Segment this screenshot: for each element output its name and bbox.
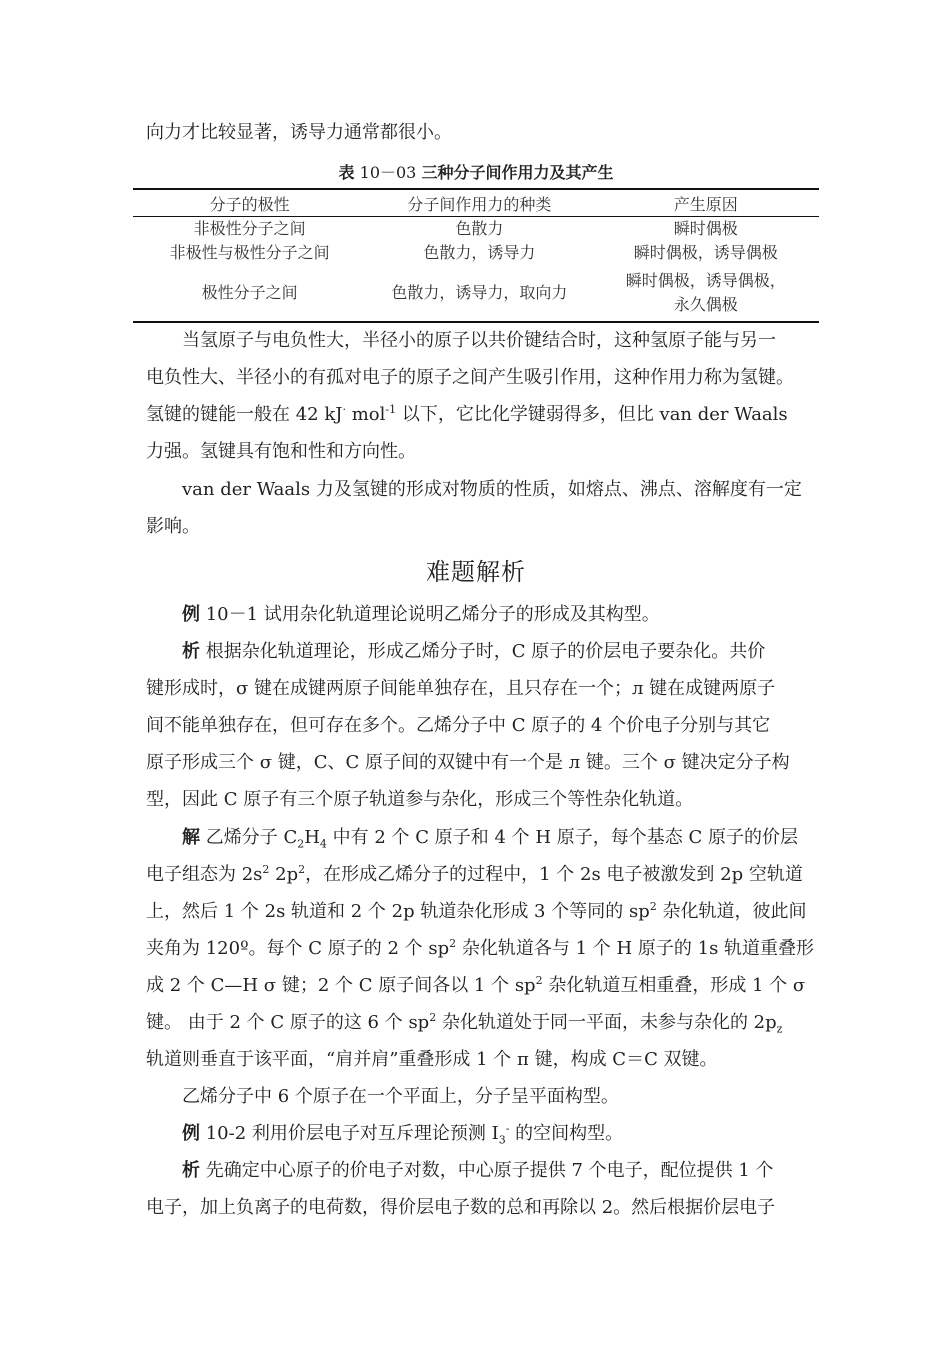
paragraph-line — [146, 396, 811, 433]
analysis-2-paragraph — [146, 1152, 811, 1226]
text-run: 夹角为 120º。每个 C 原子的 2 个 sp — [146, 938, 450, 959]
table-cell-line: 永久偶极 — [673, 295, 738, 314]
paragraph-line: 电负性大、半径小的有孤对电子的原子之间产生吸引作用，这种作用力称为氢键。 — [146, 367, 794, 388]
superscript: 2 — [262, 863, 270, 876]
intro-line: 向力才比较显著，诱导力通常都很小。 — [146, 122, 452, 143]
text-run: 2p — [269, 864, 299, 885]
text-run: ，在形成乙烯分子的过程中，1 个 2s 电子被激发到 2p 空轨道 — [305, 864, 803, 885]
superscript: 2 — [298, 863, 306, 876]
text-run: 电子组态为 2s — [146, 864, 263, 885]
text-run: 10-2 利用价层电子对互斥理论预测 I — [200, 1123, 499, 1144]
vdw-paragraph — [146, 471, 811, 545]
text-run: 先确定中心原子的价电子对数，中心原子提供 7 个电子，配位提供 1 个 — [200, 1160, 774, 1181]
paragraph-line — [146, 967, 811, 1004]
table-cell: 色散力，诱导力 — [423, 243, 536, 262]
caption-number: 10－03 — [354, 163, 422, 182]
hydrogen-bond-paragraph — [146, 322, 811, 470]
text-run: 杂化轨道互相重叠，形成 1 个 σ — [542, 975, 806, 996]
text-run: 杂化轨道，彼此间 — [656, 901, 807, 922]
paragraph-line: 电子，加上负离子的电荷数，得价层电子数的总和再除以 2。然后根据价层电子 — [146, 1197, 776, 1218]
table-caption — [133, 160, 819, 183]
paragraph-line: 间不能单独存在，但可存在多个。乙烯分子中 C 原子的 4 个价电子分别与其它 — [146, 715, 771, 736]
paragraph-line: van der Waals 力及氢键的形成对物质的性质，如熔点、沸点、溶解度有一定 — [182, 479, 802, 500]
superscript: -1 — [385, 403, 397, 416]
paragraph-line: 轨道则垂直于该平面，“肩并肩”重叠形成 1 个 π 键，构成 C＝C 双键。 — [146, 1049, 718, 1070]
superscript: 2 — [449, 937, 457, 950]
superscript: 2 — [429, 1011, 437, 1024]
subscript: 2 — [297, 837, 305, 851]
example-1-paragraph — [146, 596, 811, 633]
table-row — [133, 241, 819, 265]
text-run: 10－1 试用杂化轨道理论说明乙烯分子的形成及其构型。 — [200, 604, 660, 625]
column-header: 产生原因 — [593, 189, 819, 217]
text-run: 中有 2 个 C 原子和 4 个 H 原子，每个基态 C 原子的价层 — [326, 827, 799, 848]
table-cell: 瞬时偶极 — [673, 219, 738, 238]
paragraph-line: 型，因此 C 原子有三个原子轨道参与杂化，形成三个等性杂化轨道。 — [146, 789, 694, 810]
paragraph-line — [146, 856, 811, 893]
forces-table — [133, 188, 819, 323]
section-title: 难题解析 — [426, 558, 526, 586]
table-cell — [593, 265, 819, 322]
caption-title: 三种分子间作用力及其产生 — [421, 163, 614, 182]
caption-prefix: 表 — [338, 163, 355, 182]
superscript: · — [342, 403, 346, 416]
column-header: 分子间作用力的种类 — [366, 189, 592, 217]
paragraph-line — [146, 1152, 811, 1189]
example-2-paragraph — [146, 1115, 811, 1152]
table-row — [133, 265, 819, 322]
table-cell-line: 瞬时偶极，诱导偶极， — [625, 271, 786, 290]
text-run: 根据杂化轨道理论，形成乙烯分子时，C 原子的价层电子要杂化。共价 — [200, 641, 766, 662]
paragraph-line: 乙烯分子中 6 个原子在一个平面上，分子呈平面构型。 — [182, 1086, 619, 1107]
paragraph-line — [146, 893, 811, 930]
paragraph-line — [146, 930, 815, 967]
paragraph-line: 影响。 — [146, 516, 200, 537]
table-cell: 非极性分子之间 — [193, 219, 306, 238]
table-cell: 极性分子之间 — [133, 265, 366, 322]
subscript: 3 — [498, 1133, 506, 1147]
superscript: 2 — [535, 974, 543, 987]
table-cell: 色散力，诱导力，取向力 — [366, 265, 592, 322]
paragraph-line: 当氢原子与电负性大，半径小的原子以共价键结合时，这种氢原子能与另一 — [182, 330, 776, 351]
example-label: 例 — [182, 604, 200, 625]
paragraph-line: 力强。氢键具有饱和性和方向性。 — [146, 441, 416, 462]
text-run: 氢键的键能一般在 42 kJ — [146, 404, 343, 425]
superscript: 2 — [649, 900, 657, 913]
text-run: H — [304, 827, 320, 848]
intro-paragraph — [146, 114, 811, 151]
paragraph-line — [146, 633, 811, 670]
table-cell: 色散力 — [455, 219, 504, 238]
paragraph-line: 原子形成三个 σ 键，C、C 原子间的双键中有一个是 л 键。三个 σ 键决定分子构 — [146, 752, 790, 773]
paragraph-line — [146, 819, 811, 856]
analysis-1-paragraph — [146, 633, 811, 818]
paragraph-line — [146, 1115, 811, 1152]
text-run: 上，然后 1 个 2s 轨道和 2 个 2p 轨道杂化形成 3 个等同的 sp — [146, 901, 650, 922]
table-cell: 非极性与极性分子之间 — [169, 243, 330, 262]
superscript: - — [505, 1122, 510, 1135]
text-run: 键。 由于 2 个 C 原子的这 6 个 sp — [146, 1012, 430, 1033]
paragraph-line — [146, 596, 811, 633]
analysis-label: 析 — [182, 641, 200, 662]
text-run: 杂化轨道各与 1 个 H 原子的 1s 轨道重叠形 — [456, 938, 815, 959]
subscript: 4 — [319, 837, 327, 851]
column-header: 分子的极性 — [133, 189, 366, 217]
text-run: 以下，它比化学键弱得多，但比 van der Waals — [396, 404, 788, 425]
text-run: 的空间构型。 — [509, 1123, 624, 1144]
paragraph-line: 键形成时，σ 键在成键两原子间能单独存在，且只存在一个；л 键在成键两原子 — [146, 678, 776, 699]
table-cell: 瞬时偶极，诱导偶极 — [633, 243, 778, 262]
analysis-label: 析 — [182, 1160, 200, 1181]
text-run: 成 2 个 C—H σ 键；2 个 C 原子间各以 1 个 sp — [146, 975, 536, 996]
table-row — [133, 217, 819, 242]
example-label: 例 — [182, 1123, 200, 1144]
text-run: mol — [345, 404, 386, 425]
table-header-row — [133, 189, 819, 217]
solution-label: 解 — [182, 827, 200, 848]
text-run: 杂化轨道处于同一平面，未参与杂化的 2p — [436, 1012, 777, 1033]
text-run: 乙烯分子 C — [200, 827, 298, 848]
subscript: z — [776, 1022, 783, 1036]
solution-1-paragraph — [146, 819, 815, 1115]
paragraph-line — [146, 1004, 811, 1041]
